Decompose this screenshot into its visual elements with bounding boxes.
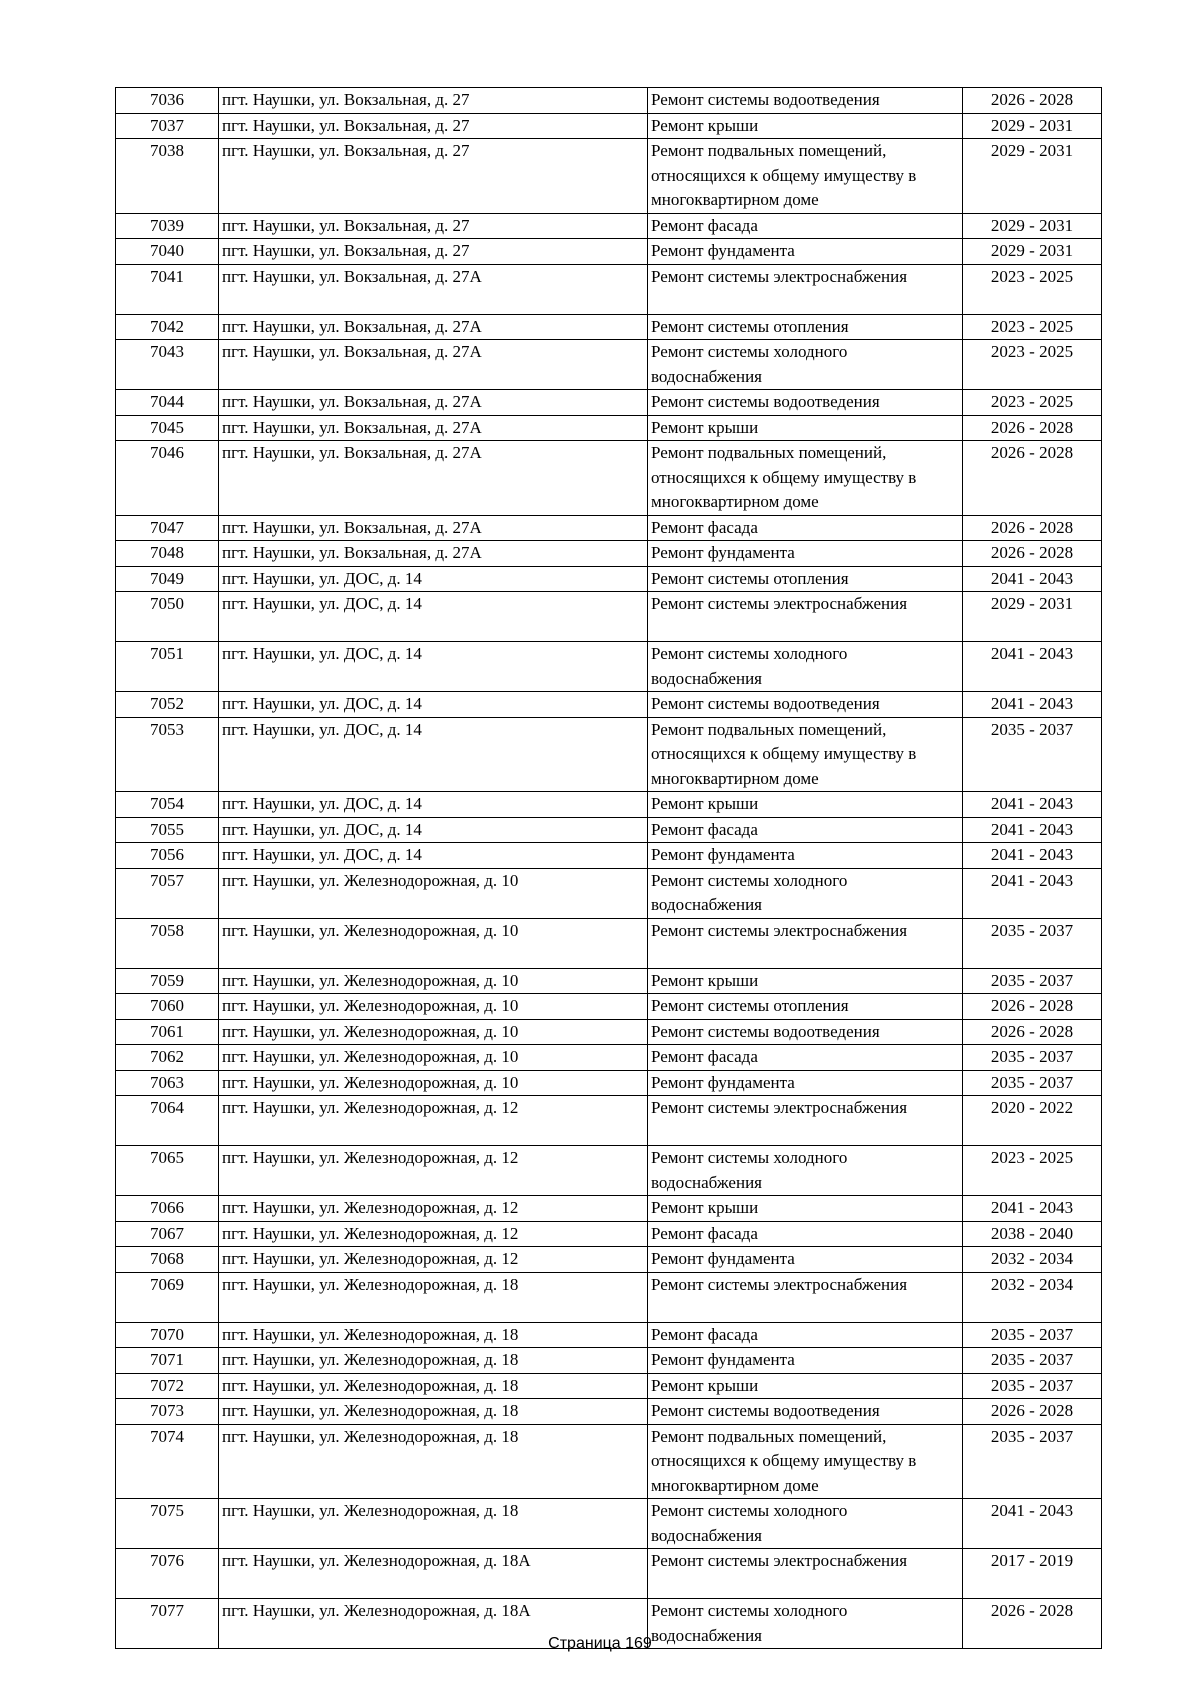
row-period: 2026 - 2028 (963, 515, 1102, 541)
row-period: 2035 - 2037 (963, 1322, 1102, 1348)
row-address: пгт. Наушки, ул. Железнодорожная, д. 18А (219, 1549, 648, 1599)
table-row (116, 1019, 1102, 1045)
row-work-type: Ремонт системы холодного водоснабжения (648, 1499, 963, 1549)
row-work-type: Ремонт системы холодного водоснабжения (648, 340, 963, 390)
table-row (116, 792, 1102, 818)
table-row (116, 515, 1102, 541)
row-number: 7056 (116, 843, 219, 869)
row-work-type: Ремонт подвальных помещений, относящихся к общему имуществу в многоквартирном доме (648, 1424, 963, 1499)
table-row (116, 1070, 1102, 1096)
row-period: 2041 - 2043 (963, 868, 1102, 918)
row-work-type: Ремонт крыши (648, 1196, 963, 1222)
row-work-type: Ремонт системы водоотведения (648, 1019, 963, 1045)
table-row (116, 1247, 1102, 1273)
row-address: пгт. Наушки, ул. Железнодорожная, д. 12 (219, 1247, 648, 1273)
row-address: пгт. Наушки, ул. Вокзальная, д. 27 (219, 88, 648, 114)
row-number: 7058 (116, 918, 219, 968)
row-period: 2029 - 2031 (963, 213, 1102, 239)
row-address: пгт. Наушки, ул. Железнодорожная, д. 12 (219, 1221, 648, 1247)
table-row (116, 1322, 1102, 1348)
row-address: пгт. Наушки, ул. Вокзальная, д. 27А (219, 314, 648, 340)
row-period: 2041 - 2043 (963, 642, 1102, 692)
row-work-type: Ремонт фасада (648, 515, 963, 541)
row-number: 7042 (116, 314, 219, 340)
row-number: 7076 (116, 1549, 219, 1599)
row-work-type: Ремонт системы электроснабжения (648, 1272, 963, 1322)
table-row (116, 1549, 1102, 1599)
row-work-type: Ремонт системы электроснабжения (648, 264, 963, 314)
row-address: пгт. Наушки, ул. Железнодорожная, д. 18 (219, 1399, 648, 1425)
row-number: 7063 (116, 1070, 219, 1096)
row-address: пгт. Наушки, ул. Вокзальная, д. 27 (219, 139, 648, 214)
row-address: пгт. Наушки, ул. Железнодорожная, д. 18 (219, 1272, 648, 1322)
row-number: 7041 (116, 264, 219, 314)
row-address: пгт. Наушки, ул. ДОС, д. 14 (219, 792, 648, 818)
row-period: 2035 - 2037 (963, 1045, 1102, 1071)
table-row (116, 566, 1102, 592)
table-row (116, 390, 1102, 416)
table-row (116, 994, 1102, 1020)
row-address: пгт. Наушки, ул. Железнодорожная, д. 18 (219, 1322, 648, 1348)
row-address: пгт. Наушки, ул. Железнодорожная, д. 10 (219, 868, 648, 918)
row-work-type: Ремонт системы отопления (648, 994, 963, 1020)
table-row (116, 441, 1102, 516)
table-row (116, 1196, 1102, 1222)
table-row (116, 264, 1102, 314)
row-period: 2032 - 2034 (963, 1247, 1102, 1273)
row-period: 2035 - 2037 (963, 1424, 1102, 1499)
row-period: 2041 - 2043 (963, 692, 1102, 718)
row-number: 7044 (116, 390, 219, 416)
row-period: 2041 - 2043 (963, 843, 1102, 869)
row-period: 2026 - 2028 (963, 88, 1102, 114)
row-address: пгт. Наушки, ул. Железнодорожная, д. 18 (219, 1373, 648, 1399)
row-address: пгт. Наушки, ул. Железнодорожная, д. 10 (219, 968, 648, 994)
row-work-type: Ремонт фундамента (648, 843, 963, 869)
row-period: 2026 - 2028 (963, 441, 1102, 516)
row-number: 7074 (116, 1424, 219, 1499)
row-address: пгт. Наушки, ул. ДОС, д. 14 (219, 817, 648, 843)
row-number: 7045 (116, 415, 219, 441)
row-work-type: Ремонт системы водоотведения (648, 88, 963, 114)
table-row (116, 1096, 1102, 1146)
table-row (116, 642, 1102, 692)
row-number: 7072 (116, 1373, 219, 1399)
row-period: 2023 - 2025 (963, 340, 1102, 390)
row-period: 2035 - 2037 (963, 1070, 1102, 1096)
row-work-type: Ремонт крыши (648, 113, 963, 139)
row-period: 2041 - 2043 (963, 1196, 1102, 1222)
row-number: 7060 (116, 994, 219, 1020)
row-work-type: Ремонт крыши (648, 415, 963, 441)
table-row (116, 415, 1102, 441)
row-number: 7037 (116, 113, 219, 139)
row-address: пгт. Наушки, ул. Железнодорожная, д. 10 (219, 994, 648, 1020)
row-number: 7066 (116, 1196, 219, 1222)
row-period: 2023 - 2025 (963, 314, 1102, 340)
row-address: пгт. Наушки, ул. Железнодорожная, д. 18А (219, 1599, 648, 1649)
table-row (116, 843, 1102, 869)
table-row (116, 968, 1102, 994)
row-period: 2029 - 2031 (963, 239, 1102, 265)
row-work-type: Ремонт фасада (648, 1221, 963, 1247)
table-row (116, 1373, 1102, 1399)
row-number: 7038 (116, 139, 219, 214)
table-row (116, 1348, 1102, 1374)
row-address: пгт. Наушки, ул. Железнодорожная, д. 18 (219, 1424, 648, 1499)
row-address: пгт. Наушки, ул. Вокзальная, д. 27А (219, 264, 648, 314)
row-address: пгт. Наушки, ул. Железнодорожная, д. 18 (219, 1499, 648, 1549)
row-address: пгт. Наушки, ул. Вокзальная, д. 27А (219, 541, 648, 567)
table-row (116, 1399, 1102, 1425)
row-work-type: Ремонт фасада (648, 213, 963, 239)
table-row (116, 314, 1102, 340)
row-work-type: Ремонт системы отопления (648, 566, 963, 592)
table-row (116, 88, 1102, 114)
row-number: 7052 (116, 692, 219, 718)
row-period: 2032 - 2034 (963, 1272, 1102, 1322)
table-row (116, 1146, 1102, 1196)
row-address: пгт. Наушки, ул. Железнодорожная, д. 12 (219, 1196, 648, 1222)
row-period: 2035 - 2037 (963, 918, 1102, 968)
row-period: 2026 - 2028 (963, 1399, 1102, 1425)
row-number: 7077 (116, 1599, 219, 1649)
row-period: 2023 - 2025 (963, 1146, 1102, 1196)
row-address: пгт. Наушки, ул. Железнодорожная, д. 10 (219, 918, 648, 968)
row-address: пгт. Наушки, ул. Железнодорожная, д. 10 (219, 1019, 648, 1045)
table-row (116, 868, 1102, 918)
row-number: 7070 (116, 1322, 219, 1348)
row-work-type: Ремонт системы электроснабжения (648, 592, 963, 642)
row-address: пгт. Наушки, ул. ДОС, д. 14 (219, 566, 648, 592)
row-period: 2035 - 2037 (963, 1348, 1102, 1374)
row-number: 7036 (116, 88, 219, 114)
table-row (116, 239, 1102, 265)
table-body (116, 88, 1102, 1649)
table-row (116, 692, 1102, 718)
table-row (116, 541, 1102, 567)
row-period: 2029 - 2031 (963, 113, 1102, 139)
row-work-type: Ремонт фундамента (648, 1070, 963, 1096)
row-work-type: Ремонт крыши (648, 968, 963, 994)
row-work-type: Ремонт системы водоотведения (648, 692, 963, 718)
row-work-type: Ремонт системы электроснабжения (648, 1549, 963, 1599)
row-work-type: Ремонт системы отопления (648, 314, 963, 340)
row-address: пгт. Наушки, ул. Железнодорожная, д. 18 (219, 1348, 648, 1374)
row-work-type: Ремонт крыши (648, 1373, 963, 1399)
row-address: пгт. Наушки, ул. Вокзальная, д. 27А (219, 390, 648, 416)
row-number: 7039 (116, 213, 219, 239)
row-work-type: Ремонт подвальных помещений, относящихся к общему имуществу в многоквартирном доме (648, 717, 963, 792)
table-row (116, 1499, 1102, 1549)
row-number: 7065 (116, 1146, 219, 1196)
row-period: 2035 - 2037 (963, 968, 1102, 994)
row-work-type: Ремонт фундамента (648, 239, 963, 265)
row-period: 2026 - 2028 (963, 415, 1102, 441)
row-period: 2035 - 2037 (963, 1373, 1102, 1399)
row-period: 2029 - 2031 (963, 139, 1102, 214)
table-row (116, 592, 1102, 642)
row-work-type: Ремонт фасада (648, 1045, 963, 1071)
row-work-type: Ремонт фасада (648, 1322, 963, 1348)
row-work-type: Ремонт фундамента (648, 1348, 963, 1374)
table-row (116, 717, 1102, 792)
row-work-type: Ремонт крыши (648, 792, 963, 818)
row-work-type: Ремонт фундамента (648, 541, 963, 567)
row-address: пгт. Наушки, ул. Вокзальная, д. 27А (219, 441, 648, 516)
row-address: пгт. Наушки, ул. Вокзальная, д. 27А (219, 415, 648, 441)
row-address: пгт. Наушки, ул. Вокзальная, д. 27 (219, 239, 648, 265)
row-number: 7051 (116, 642, 219, 692)
row-address: пгт. Наушки, ул. Железнодорожная, д. 10 (219, 1070, 648, 1096)
table-row (116, 817, 1102, 843)
row-address: пгт. Наушки, ул. ДОС, д. 14 (219, 642, 648, 692)
row-address: пгт. Наушки, ул. ДОС, д. 14 (219, 717, 648, 792)
row-number: 7064 (116, 1096, 219, 1146)
row-address: пгт. Наушки, ул. ДОС, д. 14 (219, 843, 648, 869)
row-address: пгт. Наушки, ул. ДОС, д. 14 (219, 592, 648, 642)
row-period: 2038 - 2040 (963, 1221, 1102, 1247)
row-period: 2029 - 2031 (963, 592, 1102, 642)
row-number: 7043 (116, 340, 219, 390)
table-row (116, 1045, 1102, 1071)
row-work-type: Ремонт системы электроснабжения (648, 1096, 963, 1146)
row-number: 7055 (116, 817, 219, 843)
row-address: пгт. Наушки, ул. Вокзальная, д. 27 (219, 113, 648, 139)
row-period: 2026 - 2028 (963, 1599, 1102, 1649)
row-work-type: Ремонт системы электроснабжения (648, 918, 963, 968)
row-period: 2041 - 2043 (963, 1499, 1102, 1549)
row-number: 7061 (116, 1019, 219, 1045)
row-address: пгт. Наушки, ул. Вокзальная, д. 27А (219, 515, 648, 541)
row-work-type: Ремонт подвальных помещений, относящихся к общему имуществу в многоквартирном доме (648, 441, 963, 516)
repair-schedule-table (115, 87, 1102, 1649)
row-number: 7054 (116, 792, 219, 818)
row-work-type: Ремонт фундамента (648, 1247, 963, 1273)
row-number: 7059 (116, 968, 219, 994)
row-number: 7053 (116, 717, 219, 792)
row-period: 2026 - 2028 (963, 541, 1102, 567)
row-address: пгт. Наушки, ул. Железнодорожная, д. 12 (219, 1146, 648, 1196)
row-number: 7057 (116, 868, 219, 918)
row-number: 7062 (116, 1045, 219, 1071)
row-address: пгт. Наушки, ул. Вокзальная, д. 27 (219, 213, 648, 239)
row-period: 2026 - 2028 (963, 994, 1102, 1020)
row-number: 7050 (116, 592, 219, 642)
table-row (116, 139, 1102, 214)
row-number: 7048 (116, 541, 219, 567)
row-period: 2041 - 2043 (963, 817, 1102, 843)
table-row (116, 1221, 1102, 1247)
row-number: 7068 (116, 1247, 219, 1273)
row-period: 2041 - 2043 (963, 566, 1102, 592)
row-number: 7049 (116, 566, 219, 592)
row-number: 7067 (116, 1221, 219, 1247)
row-number: 7073 (116, 1399, 219, 1425)
table-row (116, 113, 1102, 139)
row-address: пгт. Наушки, ул. ДОС, д. 14 (219, 692, 648, 718)
row-work-type: Ремонт системы водоотведения (648, 390, 963, 416)
row-number: 7071 (116, 1348, 219, 1374)
row-period: 2023 - 2025 (963, 390, 1102, 416)
row-work-type: Ремонт системы холодного водоснабжения (648, 1146, 963, 1196)
row-address: пгт. Наушки, ул. Вокзальная, д. 27А (219, 340, 648, 390)
table-row (116, 340, 1102, 390)
row-work-type: Ремонт системы холодного водоснабжения (648, 1599, 963, 1649)
table-row (116, 1424, 1102, 1499)
table-row (116, 918, 1102, 968)
row-period: 2026 - 2028 (963, 1019, 1102, 1045)
row-work-type: Ремонт подвальных помещений, относящихся к общему имуществу в многоквартирном доме (648, 139, 963, 214)
row-address: пгт. Наушки, ул. Железнодорожная, д. 10 (219, 1045, 648, 1071)
row-work-type: Ремонт фасада (648, 817, 963, 843)
row-number: 7046 (116, 441, 219, 516)
table-row (116, 213, 1102, 239)
row-work-type: Ремонт системы холодного водоснабжения (648, 868, 963, 918)
row-address: пгт. Наушки, ул. Железнодорожная, д. 12 (219, 1096, 648, 1146)
page-number: Страница 169 (548, 1635, 652, 1652)
row-period: 2035 - 2037 (963, 717, 1102, 792)
row-work-type: Ремонт системы холодного водоснабжения (648, 642, 963, 692)
row-period: 2041 - 2043 (963, 792, 1102, 818)
row-number: 7047 (116, 515, 219, 541)
row-number: 7069 (116, 1272, 219, 1322)
row-period: 2023 - 2025 (963, 264, 1102, 314)
row-work-type: Ремонт системы водоотведения (648, 1399, 963, 1425)
row-period: 2020 - 2022 (963, 1096, 1102, 1146)
row-period: 2017 - 2019 (963, 1549, 1102, 1599)
table-row (116, 1272, 1102, 1322)
row-number: 7040 (116, 239, 219, 265)
row-number: 7075 (116, 1499, 219, 1549)
